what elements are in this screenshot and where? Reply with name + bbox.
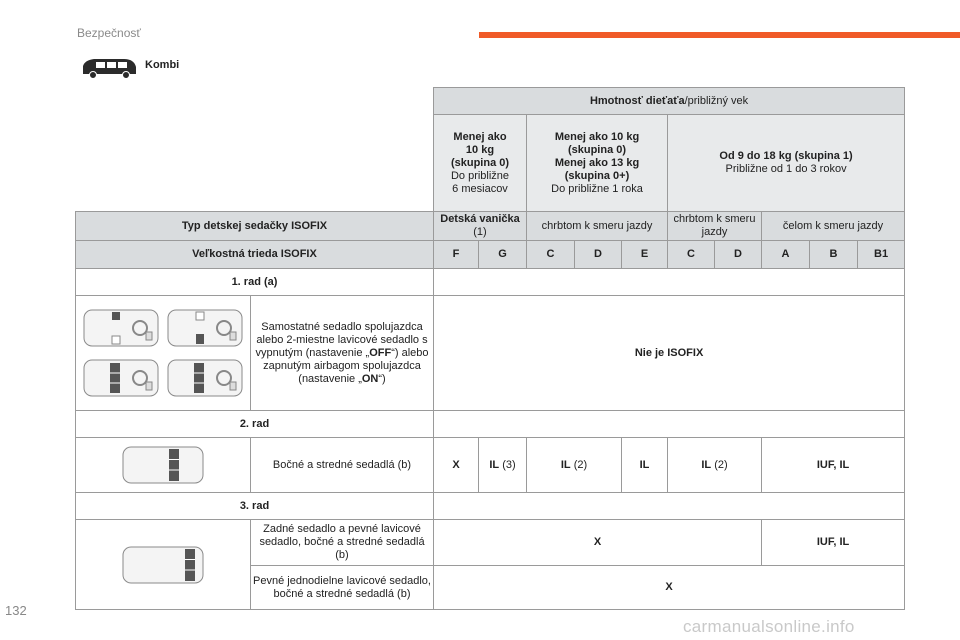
- isofix-table: [75, 87, 905, 610]
- section-title: Bezpečnosť: [77, 26, 141, 40]
- size-class: F: [434, 241, 479, 269]
- row-2-title: 2. rad: [76, 411, 434, 438]
- row-2-cell: IUF, IL: [762, 438, 905, 493]
- row-1-title: 1. rad (a): [76, 269, 434, 296]
- size-class: D: [575, 241, 622, 269]
- seat-type-label: Typ detskej sedačky ISOFIX: [76, 212, 434, 241]
- row-1-value: Nie je ISOFIX: [434, 296, 905, 411]
- size-class: B: [810, 241, 858, 269]
- size-class: C: [668, 241, 715, 269]
- weight-group-0: Menej ako 10 kg (skupina 0) Do približne 6 mesiacov: [434, 115, 527, 212]
- size-class: D: [715, 241, 762, 269]
- header-accent-bar: [479, 32, 960, 38]
- row-3-description-2: Pevné jednodielne lavicové sedadlo, bočné a stredné sedadlá (b): [251, 566, 434, 610]
- row-2-description: Bočné a stredné sedadlá (b): [251, 438, 434, 493]
- car-seat-diagram-icon: [121, 543, 205, 587]
- row-3-description-1: Zadné sedadlo a pevné lavicové sedadlo, bočné a stredné sedadlá (b): [251, 520, 434, 566]
- page-number: 132: [5, 603, 27, 618]
- car-seat-diagram-icon: [166, 356, 244, 400]
- size-class: G: [479, 241, 527, 269]
- watermark: carmanualsonline.info: [683, 617, 855, 636]
- seat-type-rear-1: chrbtom k smeru jazdy: [527, 212, 668, 241]
- seat-type-cot: Detská vanička (1): [434, 212, 527, 241]
- seat-type-forward: čelom k smeru jazdy: [762, 212, 905, 241]
- row-2-cell: IL (3): [479, 438, 527, 493]
- car-seat-diagram-icon: [82, 356, 160, 400]
- weight-header: Hmotnosť dieťaťa/približný vek: [434, 88, 905, 115]
- car-seat-diagram-icon: [82, 306, 160, 350]
- row-3-value-1b: IUF, IL: [762, 520, 905, 566]
- car-seat-diagram-icon: [166, 306, 244, 350]
- row-2-cell: IL (2): [527, 438, 622, 493]
- row-3-title: 3. rad: [76, 493, 434, 520]
- vehicle-label: Kombi: [145, 59, 180, 71]
- size-class: A: [762, 241, 810, 269]
- seat-type-rear-2: chrbtom k smeru jazdy: [668, 212, 762, 241]
- weight-group-2: Od 9 do 18 kg (skupina 1) Približne od 1 do 3 rokov: [668, 115, 905, 212]
- van-icon: [80, 57, 138, 79]
- row-2-cell: IL (2): [668, 438, 762, 493]
- row-3-diagram: [76, 520, 251, 610]
- row-2-cell: X: [434, 438, 479, 493]
- row-1-diagrams: [76, 296, 251, 411]
- size-class: C: [527, 241, 575, 269]
- row-1-description: Samostatné sedadlo spolujazdca alebo 2-miestne lavicové sedadlo s vypnutým (nastavenie „OFF“) alebo zapnutým airbagom spolujazdca (nastavenie „ON“): [251, 296, 434, 411]
- size-class: B1: [858, 241, 905, 269]
- row-3-value-2: X: [434, 566, 905, 610]
- row-2-cell: IL: [622, 438, 668, 493]
- size-class: E: [622, 241, 668, 269]
- row-3-value-1a: X: [434, 520, 762, 566]
- car-seat-diagram-icon: [121, 443, 205, 487]
- weight-group-1: Menej ako 10 kg (skupina 0) Menej ako 13 kg (skupina 0+) Do približne 1 roka: [527, 115, 668, 212]
- row-2-diagram: [76, 438, 251, 493]
- size-class-label: Veľkostná trieda ISOFIX: [76, 241, 434, 269]
